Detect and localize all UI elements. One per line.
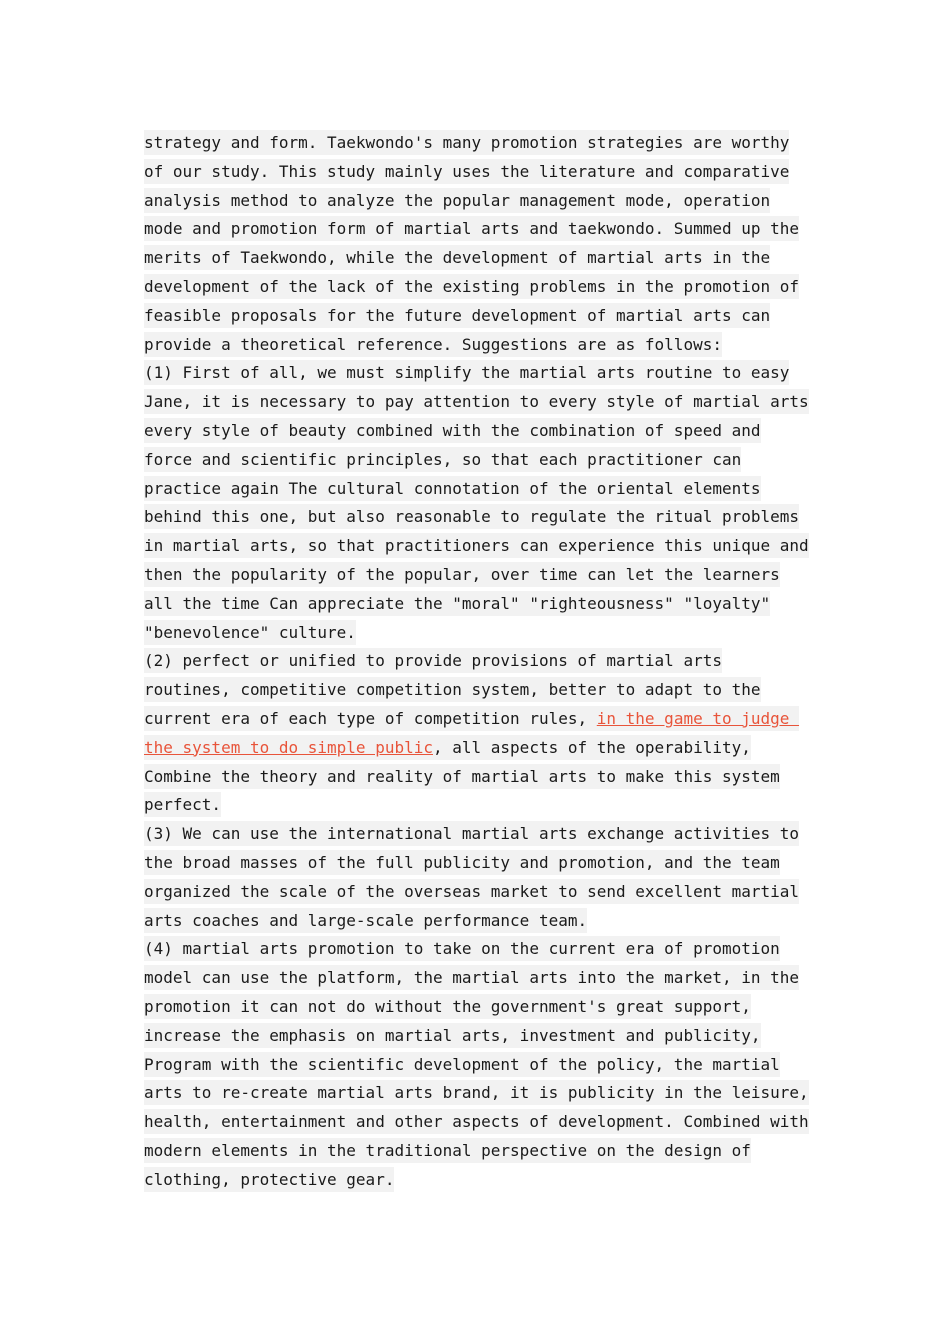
text-line: the system to do simple public, all aspects of the operability, xyxy=(144,733,824,762)
text-line: (4) martial arts promotion to take on the current era of promotion xyxy=(144,934,824,963)
text-line: "benevolence" culture. xyxy=(144,618,824,647)
text-line: analysis method to analyze the popular management mode, operation xyxy=(144,186,824,215)
text-line: arts to re-create martial arts brand, it is publicity in the leisure, xyxy=(144,1078,824,1107)
text-line: (3) We can use the international martial arts exchange activities to xyxy=(144,819,824,848)
text-line: health, entertainment and other aspects of development. Combined with xyxy=(144,1107,824,1136)
text-line: practice again The cultural connotation of the oriental elements xyxy=(144,474,824,503)
text-line: Program with the scientific development of the policy, the martial xyxy=(144,1050,824,1079)
text-line: every style of beauty combined with the combination of speed and xyxy=(144,416,824,445)
text-line: promotion it can not do without the government's great support, xyxy=(144,992,824,1021)
text-line: feasible proposals for the future development of martial arts can xyxy=(144,301,824,330)
text-line: current era of each type of competition rules, in the game to judge xyxy=(144,704,824,733)
text-line: organized the scale of the overseas market to send excellent martial xyxy=(144,877,824,906)
text-line: (2) perfect or unified to provide provisions of martial arts xyxy=(144,646,824,675)
text-line: (1) First of all, we must simplify the martial arts routine to easy xyxy=(144,358,824,387)
hyperlink-part-1[interactable]: in the game to judge xyxy=(597,706,799,731)
text-line: merits of Taekwondo, while the development of martial arts in the xyxy=(144,243,824,272)
text-line: perfect. xyxy=(144,790,824,819)
text-line: strategy and form. Taekwondo's many promotion strategies are worthy xyxy=(144,128,824,157)
text-line: modern elements in the traditional perspective on the design of xyxy=(144,1136,824,1165)
text-line: provide a theoretical reference. Suggestions are as follows: xyxy=(144,330,824,359)
text-line: development of the lack of the existing problems in the promotion of xyxy=(144,272,824,301)
text-line: clothing, protective gear. xyxy=(144,1165,824,1194)
text-line: the broad masses of the full publicity and promotion, and the team xyxy=(144,848,824,877)
text-line: force and scientific principles, so that each practitioner can xyxy=(144,445,824,474)
text-line: then the popularity of the popular, over time can let the learners xyxy=(144,560,824,589)
text-line: in martial arts, so that practitioners can experience this unique and xyxy=(144,531,824,560)
text-line: routines, competitive competition system, better to adapt to the xyxy=(144,675,824,704)
document-body xyxy=(144,128,824,1193)
text-line: arts coaches and large-scale performance team. xyxy=(144,906,824,935)
text-line: all the time Can appreciate the "moral" "righteousness" "loyalty" xyxy=(144,589,824,618)
text-line: Combine the theory and reality of martial arts to make this system xyxy=(144,762,824,791)
text-line: behind this one, but also reasonable to regulate the ritual problems xyxy=(144,502,824,531)
text-line: Jane, it is necessary to pay attention to every style of martial arts xyxy=(144,387,824,416)
text-line: increase the emphasis on martial arts, investment and publicity, xyxy=(144,1021,824,1050)
text-line: model can use the platform, the martial arts into the market, in the xyxy=(144,963,824,992)
hyperlink-part-2[interactable]: the system to do simple public xyxy=(144,735,433,760)
text-line: of our study. This study mainly uses the literature and comparative xyxy=(144,157,824,186)
text-line: mode and promotion form of martial arts and taekwondo. Summed up the xyxy=(144,214,824,243)
